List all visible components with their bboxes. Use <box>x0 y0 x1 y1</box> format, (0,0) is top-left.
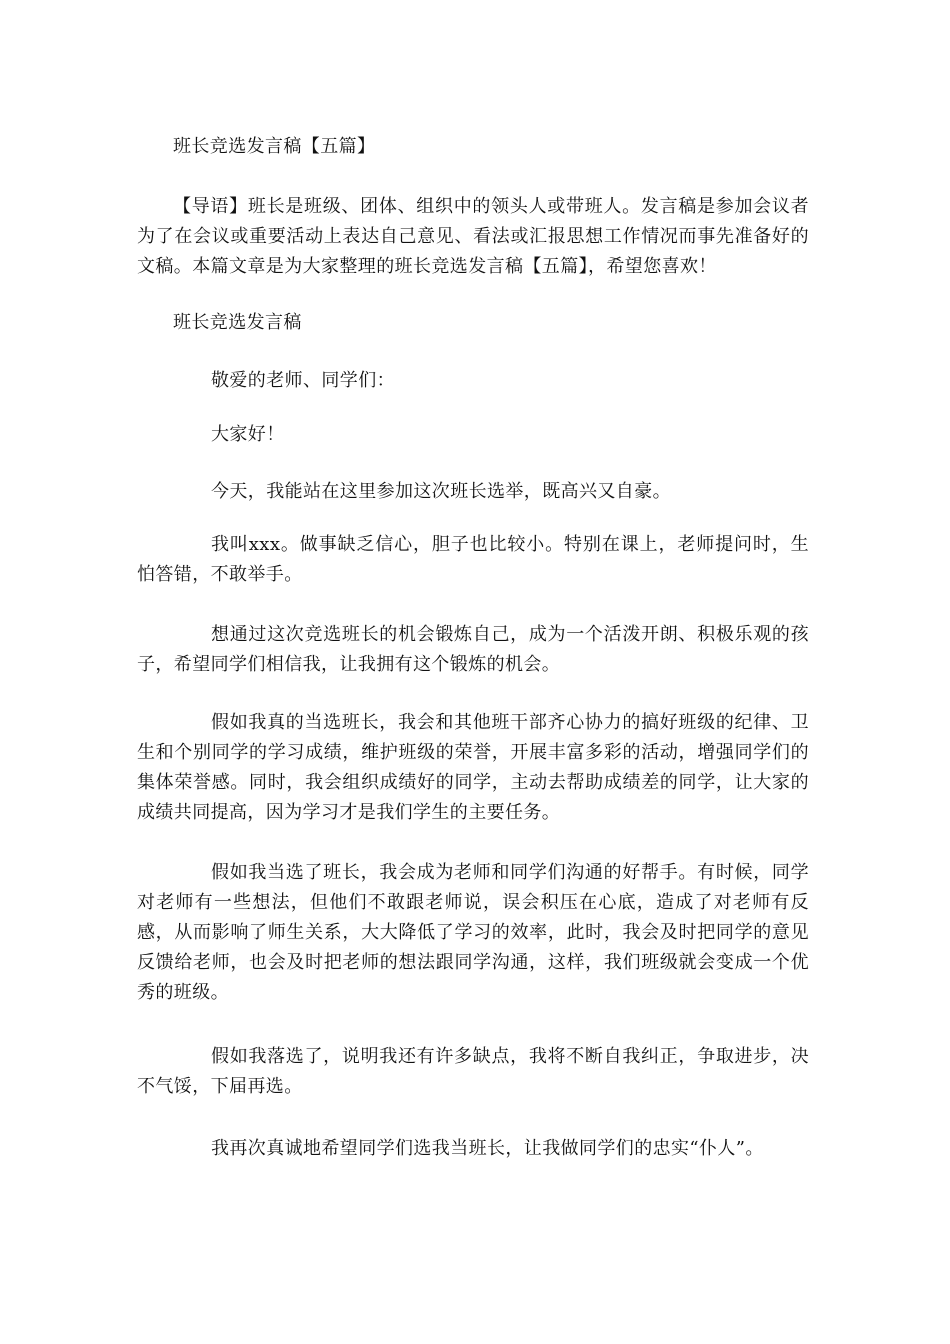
body-paragraph: 假如我真的当选班长，我会和其他班干部齐心协力的搞好班级的纪律、卫生和个别同学的学习成绩，维护班级的荣誉，开展丰富多彩的活动，增强同学们的集体荣誉感。同时，我会组织成绩好的同学，主动去帮助成绩差的同学，让大家的成绩共同提高，因为学习才是我们学生的主要任务。 <box>137 712 809 823</box>
body-paragraph: 假如我落选了，说明我还有许多缺点，我将不断自我纠正，争取进步，决不气馁，下届再选。 <box>137 1046 809 1097</box>
body-paragraph: 想通过这次竞选班长的机会锻炼自己，成为一个活泼开朗、积极乐观的孩子，希望同学们相信我，让我拥有这个锻炼的机会。 <box>137 624 809 675</box>
body-paragraph: 我再次真诚地希望同学们选我当班长，让我做同学们的忠实“仆人”。 <box>211 1138 764 1159</box>
section-title: 班长竞选发言稿 <box>173 312 302 333</box>
greeting: 大家好！ <box>211 424 285 445</box>
salutation: 敬爱的老师、同学们： <box>211 370 395 391</box>
body-paragraph: 我叫xxx。做事缺乏信心，胆子也比较小。特别在课上，老师提问时，生怕答错，不敢举手。 <box>137 534 809 585</box>
body-paragraph: 假如我当选了班长，我会成为老师和同学们沟通的好帮手。有时候，同学对老师有一些想法，但他们不敢跟老师说，误会积压在心底，造成了对老师有反感，从而影响了师生关系，大大降低了学习的效率，此时，我会及时把同学的意见反馈给老师，也会及时把老师的想法跟同学沟通，这样，我们班级就会变成一个优秀的班级。 <box>137 862 809 1003</box>
document-title: 班长竞选发言稿【五篇】 <box>173 136 376 157</box>
body-paragraph: 今天，我能站在这里参加这次班长选举，既高兴又自豪。 <box>211 481 671 502</box>
intro-paragraph: 【导语】班长是班级、团体、组织中的领头人或带班人。发言稿是参加会议者为了在会议或重要活动上表达自己意见、看法或汇报思想工作情况而事先准备好的文稿。本篇文章是为大家整理的班长竞选发言稿【五篇】，希望您喜欢！ <box>137 196 809 277</box>
